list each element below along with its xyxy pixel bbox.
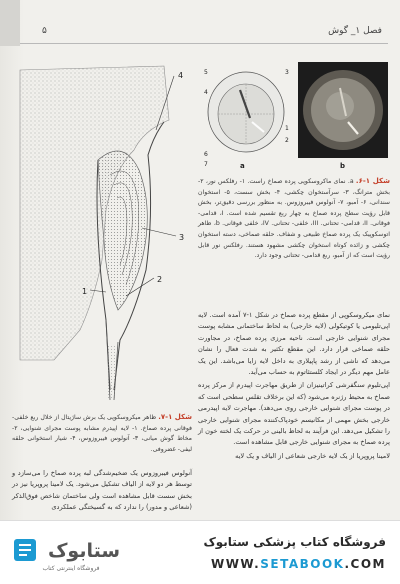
logo-tagline: فروشگاه اینترنتی کتاب xyxy=(42,565,100,572)
tm-label-3: 3 xyxy=(285,69,289,76)
paragraph: نمای میکروسکوپی از مقطع پرده صماخ در شکل ۱-۷ آمده است. لایه اپی‌تلیومی یا کوتیکولی (لایه خارجی) به لحاظ ساختمانی مشابه پوست مجرای شنوایی خارجی است. ناحیه مرزی پرده صماخ، در مجاورت حلقه صماخی قرار دارد. این مقطع تکثیر به شدت فعال را نشان می‌دهد که ناشی از رشد پاپیلاری به داخل لایه زایا می‌باشد. این یک عامل مهم دیگر در ایجاد کلستئاتوم به حساب می‌آید. xyxy=(198,311,390,377)
tympanic-membrane-illustration xyxy=(200,60,390,170)
chapter-title: فصل ۱_ گوش xyxy=(328,26,382,36)
chapter-tab xyxy=(0,0,20,46)
url-suffix: .COM xyxy=(344,557,386,571)
caption-label: شکل ۱-۶. xyxy=(355,177,390,185)
logo-wordmark: ستابوک xyxy=(47,540,121,562)
url-prefix: WWW. xyxy=(210,557,261,571)
label-1: 1 xyxy=(82,287,88,296)
tm-label-b: b xyxy=(340,162,346,170)
caption-figure-1-7 xyxy=(12,412,192,455)
running-header xyxy=(20,22,388,44)
caption-text: a. نمای ماکروسکوپی پرده صماخ راست. ۱- رفلکس نور، ۲- بخش مترانگ، ۳- سرآستخوان چکشی، ۴- بخش سست، ۵- استخوان سندانی، ۶- آمبو، ۷- آنولوس فیبروزوس. به منظور بررسی دقیق‌تر، بخش قابل رؤیت سطح پرده صماخ به چهار ربع تقسیم شده است. I، قدامی- فوقانی. II، قدامی- تحتانی. III، خلفی- تحتانی. IV، خلفی فوقانی. b، ظاهر اتوسکوپیک یک پرده صماخ طبیعی و شفاف. حلقه صماخی، دسته استخوان چکشی و زائده کوتاه استخوان چکشی مشهود هستند. رفلکس نور قابل رؤیت است که از آمبو، ربع قدامی- تحتانی وجود دارد. xyxy=(198,178,391,260)
body-text-right xyxy=(198,310,390,464)
caption-label: شکل ۱-۷. xyxy=(158,413,193,421)
tm-label-1: 1 xyxy=(285,125,289,132)
store-url[interactable] xyxy=(211,557,386,571)
tm-label-2: 2 xyxy=(285,137,289,144)
tm-label-5: 5 xyxy=(204,69,208,76)
tm-label-4: 4 xyxy=(204,89,208,96)
url-brand: SETABOOK xyxy=(260,557,345,571)
page-number: ۵ xyxy=(42,26,47,36)
caption-text: ظاهر میکروسکوپی یک برش ساژیتال از خلال ربع خلفی- فوقانی پرده صماخ. ۱- لایه اپیدرم مشابه پوست مجرای شنوایی، ۲- مخاط گوش میانی، ۳- آنولوس فیبروزوس، ۴- شیار استخوانی حلقه لیفی- غضروفی. xyxy=(12,414,193,453)
label-2: 2 xyxy=(157,275,163,284)
paragraph: لامینا پروپریا از یک لایه خارجی شعاعی از الیاف و یک لایه xyxy=(235,451,390,460)
publisher-footer xyxy=(0,520,400,584)
figure-microscopic-section xyxy=(14,60,192,405)
tm-label-6: 6 xyxy=(204,151,208,158)
caption-figure-1-6 xyxy=(198,176,390,262)
body-text-left xyxy=(12,468,192,514)
book-logo-icon xyxy=(12,533,130,565)
label-4: 4 xyxy=(178,71,184,80)
paragraph: آنولوس فیبروزوس یک ضخیم‌شدگی لبه پرده صماخ را می‌سازد و توسط هر دو لایه از الیاف تشکیل می‌شود. یک لامینا پروپریا نیز در بخش سست قابل مشاهده است ولی ساختمان شاخص فوق‌الذکر (شعاعی و مدور) را ندارد که به گسیختگی عملکردی xyxy=(12,469,192,512)
tm-label-a: a xyxy=(240,162,245,170)
store-name: فروشگاه کتاب پزشکی ستابوک xyxy=(203,535,386,549)
microscopic-section-illustration xyxy=(14,60,192,405)
paragraph: اپی‌تلیوم سنگفرشی کراتینیزان از طریق مهاجرت اپیدرم از مرکز پرده صماخ به محیط رژنره می‌شود (که این برخلاف تقلس سطحی است که در پوست مجرای شنوایی خارجی روی می‌دهد). مهاجرت لایه اپیدرمی خارجی بخش مهمی از مکانیسم خودپاک‌کننده مجرای شنوایی خارجی را تشکیل می‌دهد. این فرآیند به لحاظ بالینی در حرکت یک لخته خون از پرده صماخ به مجرای شنوایی خارجی قابل مشاهده است. xyxy=(198,381,390,447)
tm-label-7: 7 xyxy=(204,161,208,168)
label-3: 3 xyxy=(179,233,185,242)
figure-tympanic-membrane xyxy=(200,60,390,170)
setabook-logo[interactable] xyxy=(12,533,130,575)
